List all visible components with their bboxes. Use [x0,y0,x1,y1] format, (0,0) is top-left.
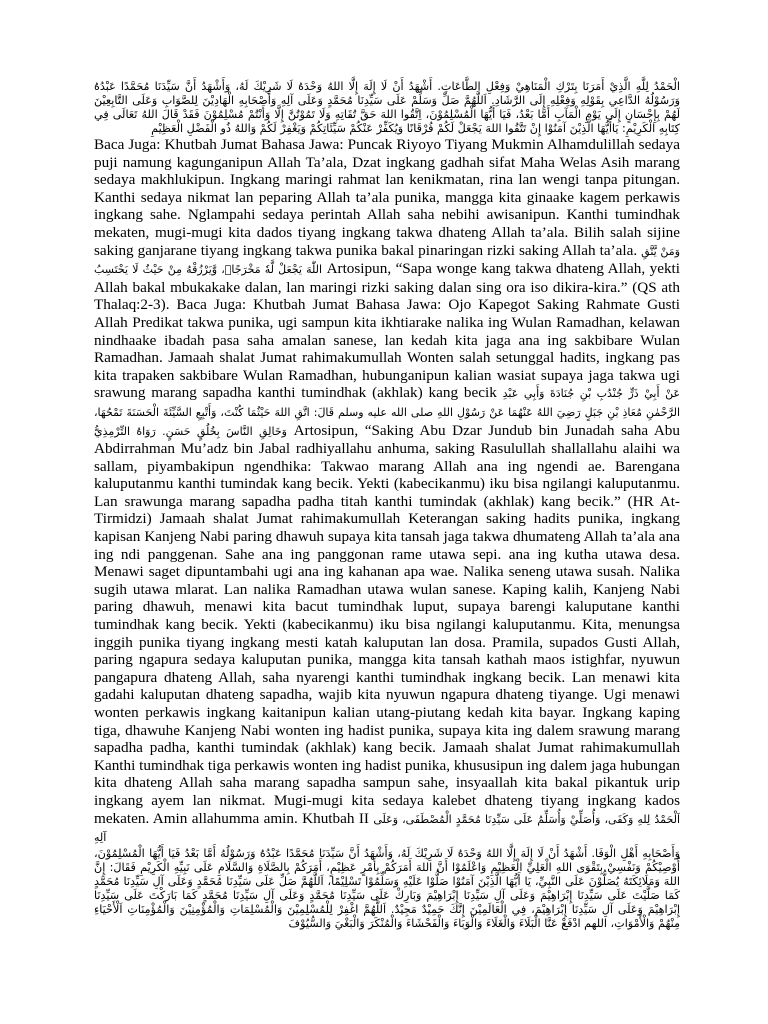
hadith-arabic: عَنْ أَبِيْ ذَرٍّ جُنْدُبِ بْنِ جُنَادَةَ وَأَبِي عَبْدِ الرَّحْمٰنِ مُعَاذِ بْنِ جَبَلٍ رَضِيَ اللهُ عَنْهُمَا عَنْ رَسُوْلِ اللهِ صلى الله عليه وسلم قَالَ: اتَّقِ اللهَ حَيْثُمَا كُنْتَ، وَأَتْبِعِ السَّيِّئَةَ الْحَسَنَةَ تَمْحُهَا، وَخَالِقِ النَّاسَ بِخُلُقٍ حَسَنٍ. رَوَاهُ التِّرْمِذِيُّ [94,387,681,438]
body-text: Artosipun, “Sapa wonge kang takwa dhateng Allah, yekti Allah bakal mbukakake dalan, lan maringi rizki saking dalan sing ora iso dikira-kira.” (QS ath Thalaq:2-3). Baca Juga: Khutbah Jumat Bahasa Jawa: Ojo Kapegot Saking Rahmate Gusti Allah Predikat takwa punika, ugi sampun kita ikhtiarake nalika ing Wulan Ramadhan, kelawan nindhaake ibadah pasa saha amalan sanese, lan kedah kita jaga ana ing sakbibare Wulan Ramadhan. Jamaah shalat Jumat rahimakumullah Wonten salah setunggal hadits, ingkang pas kita trapaken sakbibare Wulan Ramadhan, hubunganipun kalian wasiat supaya jaga takwa ugi srawung marang sapadha kanthi tumindhak (akhlak) kang becik [94,260,680,402]
arabic-opening-khutbah: الْحَمْدُ لِلَّهِ الَّذِيْ أَمَرَنَا بِتَرْكِ الْمَنَاهِيْ وَفِعْلِ الطَّاعَاتِ. أَشْهَدُ أَنْ لَا إِلَهَ إِلَّا اللهُ وَحْدَهُ لَا شَرِيْكَ لَهُ، وَأَشْهَدُ أَنَّ سَيِّدَنَا مُحَمَّدًا عَبْدُهُ وَرَسُوْلُهُ الدَّاعِي بِقَوْلِهِ وَفِعْلِهِ إِلَى الرَّشَادِ. اَللَّهُمَّ صَلِّ وَسَلِّمْ عَلَى سَيِّدِنَا مُحَمَّدٍ وَعَلَى آلِهِ وَأَصْحَابِهِ الْهَادِيْنَ لِلصَّوَابِ وَعَلَى التَّابِعِيْنَ لَهُمْ بِإِحْسَانٍ إِلَى يَوْمِ الْمَآبِ أَمَّا بَعْدُ، فَيَا أَيُّهَا الْمُسْلِمُوْنَ، اِتَّقُوا اللهَ حَقَّ تُقَاتِهِ وَلَا تَمُوْتُنَّ إِلَّا وَأَنْتُمْ مُسْلِمُوْنَ فَقَدْ قَالَ اللهُ تَعَالَى فِي كِتَابِهِ الْكَرِيْمِ: يَاأَيُّهَا الَّذِيْنَ آمَنُوْا إِنْ تَتَّقُوا اللهَ يَجْعَلْ لَكُمْ فُرْقَانًا وَيُكَفِّرْ عَنْكُمْ سَيِّئَاتِكُمْ وَيَغْفِرْ لَكُمْ وَاللهُ ذُو الْفَضْلِ الْعَظِيْمِ [94,80,680,135]
khutbah-two-arabic-opening: اَلْحَمْدُ لِلهِ وَكَفَى، وَأُصَلِّيْ وَأُسَلِّمُ عَلَى سَيِّدِنَا مُحَمَّدٍ الْمُصْطَفَى، وَعَلَى آلِهِ [94,812,681,845]
arabic-closing-khutbah: وَأَصْحَابِهِ أَهْلِ الْوَفَا. أَشْهَدُ أَنْ لَا إِلَهَ إِلَّا اللهُ وَحْدَهُ لَا شَرِيْكَ لَهُ، وَأَشْهَدُ أَنَّ سَيِّدَنَا مُحَمَّدًا عَبْدُهُ وَرَسُوْلُهُ أَمَّا بَعْدُ فَيَا أَيُّهَا الْمُسْلِمُوْنَ، أُوْصِيْكُمْ وَنَفْسِيْ بِتَقْوَى اللهِ الْعَلِيِّ الْعَظِيْمِ وَاعْلَمُوْا أَنَّ اللهَ أَمَرَكُمْ بِأَمْرٍ عَظِيْمٍ، أَمَرَكُمْ بِالصَّلَاةِ وَالسَّلَامِ عَلَى نَبِيِّهِ الْكَرِيْمِ فَقَالَ: إِنَّ اللهَ وَمَلَائِكَتَهُ يُصَلُّوْنَ عَلَى النَّبِيِّ، يَا أَيُّهَا الَّذِيْنَ آمَنُوْا صَلُّوْا عَلَيْهِ وَسَلِّمُوْا تَسْلِيْمًا، اَللَّهُمَّ صَلِّ عَلَى سَيِّدِنَا مُحَمَّدٍ وَعَلَى آلِ سَيِّدِنَا مُحَمَّدٍ كَمَا صَلَّيْتَ عَلَى سَيِّدِنَا إِبْرَاهِيْمَ وَعَلَى آلِ سَيِّدِنَا إِبْرَاهِيْمَ وَبَارِكْ عَلَى سَيِّدِنَا مُحَمَّدٍ وَعَلَى آلِ سَيِّدِنَا مُحَمَّدٍ كَمَا بَارَكْتَ عَلَى سَيِّدِنَا إِبْرَاهِيْمَ وَعَلَى آلِ سَيِّدِنَا إِبْرَاهِيْمَ، فِي الْعَالَمِيْنَ إِنَّكَ حَمِيْدٌ مَجِيْدٌ. اَللَّهُمَّ اغْفِرْ لِلْمُسْلِمِيْنَ وَالْمُسْلِمَاتِ وَالْمُؤْمِنِيْنَ وَالْمُؤْمِنَاتِ اَلْأَحْيَاءِ مِنْهُمْ وَالْأَمْوَاتِ، اللهم ادْفَعْ عَنَّا الْبَلَاءَ وَالْغَلَاءَ وَالْوَبَاءَ وَالْفَحْشَاءَ وَالْمُنْكَرَ وَالْبَغْيَ وَالسُّيُوْفَ [94,846,680,930]
quran-verse-arabic: وَمَنْ يَّتَّقِ اللّٰهَ يَجْعَلْ لَّهٗ مَخْرَجًاۙ، وَّيَرْزُقْهُ مِنْ حَيْثُ لَا يَحْتَسِبُ [94,244,681,277]
body-paragraph [94,136,680,847]
document-page [94,80,680,931]
body-text: Artosipun, “Saking Abu Dzar Jundub bin Junadah saha Abu Abdirrahman Mu’adz bin Jabal radhiyallahu anhuma, saking Rasulullah shallallahu alaihi wa sallam, piyambakipun ngendhika: Takwao marang Allah ana ing ngendi ae. Barengana kaluputanmu kanthi tumindak kang becik. Yekti (kabecikanmu) iku bisa ngilangi kaluputanmu. Lan srawunga marang sapadha padha titah kanthi tumindak (akhlak) kang becik.” (HR At-Tirmidzi) Jamaah shalat Jumat rahimakumullah Keterangan saking hadits punika, ingkang kapisan Kanjeng Nabi paring dhawuh supaya kita tansah jaga takwa dhumateng Allah ta’ala ana ing ndi panggenan. Sahe ana ing panggonan rame utawa sepi. ana ing kutha utawa desa. Menawi saget dipuntambahi ugi ana ing kahanan apa wae. Nalika seneng utawa susah. Nalika sugih utawa mlarat. Lan nalika Ramadhan utawa wulan sanese. Kaping kalih, Kanjeng Nabi paring dhawuh, menawi kita bacut tumindhak luput, supaya barengi kaluputane kanthi tumindhak kang becik. Yekti (kabecikanmu) iku bisa ngilangi kaluputanmu. Kita, menungsa inggih punika tiyang ingkang mesti katah kaluputan lan dosa. Pramila, supados Gusti Allah, paring ngapura sedaya kaluputan punika, mangga kita tansah kathah maos istighfar, nyuwun pangapura dhateng Allah, saha nyarengi kanthi tumindhak ingkang becik. Lan menawi kita gadahi kaluputan dhateng sapadha, wajib kita nyuwun ngapura dhateng tiyange. Ugi menawi wonten perkawis ingkang kaitanipun kalian utang-piutang kedah kita bayar. Ingkang kaping tiga, dhawuhe Kanjeng Nabi wonten ing hadist punika, supaya kita ing dalem srawung marang sapadha padha, kanthi tumindak (akhlak) kang becik. Jamaah shalat Jumat rahimakumullah Kanthi tumindhak tiga perkawis wonten ing hadist punika, khususipun ing dalem jaga hubungan kita dhateng Allah saha marang sapadha sampun sahe, insyaallah kita bakal pikantuk urip ingkang ayem lan nikmat. Mugi-mugi kita sedaya kalebet dhateng tiyang ingkang kados mekaten. Amin allahumma amin. Khutbah II [94,421,680,827]
body-text: Baca Juga: Khutbah Jumat Bahasa Jawa: Puncak Riyoyo Tiyang Mukmin Alhamdulillah sedaya puji namung kagunganipun Allah Ta’ala, Dzat ingkang gadhah sifat Maha Welas Asih marang sedaya makhlukipun. Ingkang maringi rahmat lan kenikmatan, rina lan wengi tanpa pitungan. Kanthi sedaya nikmat lan peparing Allah ta’ala punika, mangga kita ginaake kagem perkawis ingkang sahe. Nglampahi sedaya perintah Allah saha nebihi awisanipun. Kanthi tumindhak mekaten, mugi-mugi kita dados tiyang ingkang takwa dhateng Allah ta’ala. Bilih salah sijine saking ganjarane tiyang ingkang takwa punika bakal pinaringan rizki saking Allah ta’ala. [94,136,680,259]
